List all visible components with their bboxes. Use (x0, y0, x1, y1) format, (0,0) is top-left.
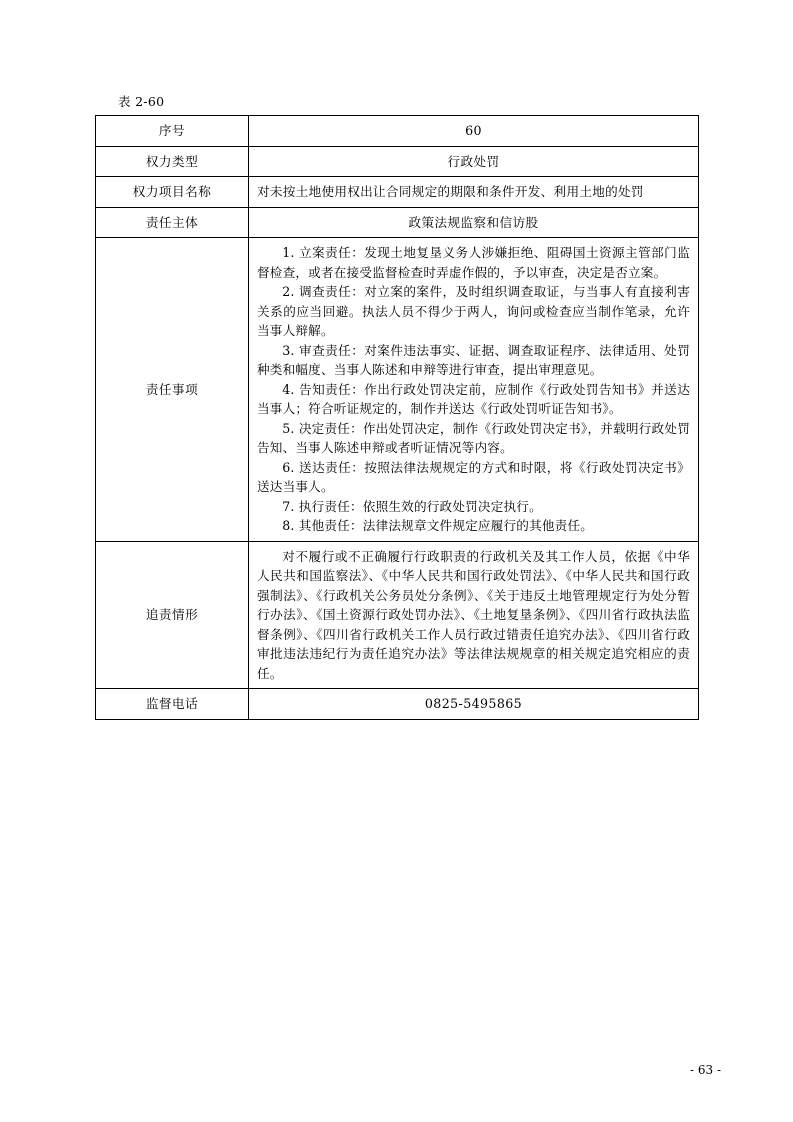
page-number: - 63 - (689, 1063, 721, 1077)
row-value-accountability (249, 541, 699, 689)
responsibility-item: 5. 决定责任：作出处罚决定，制作《行政处罚决定书》，并载明行政处罚告知、当事人陈述申辩或者听证情况等内容。 (257, 420, 690, 456)
table-row (96, 116, 699, 147)
responsibility-item: 4. 告知责任：作出行政处罚决定前，应制作《行政处罚告知书》并送达当事人；符合听证规定的，制作并送达《行政处罚听证告知书》。 (257, 381, 690, 417)
table-row (96, 238, 699, 542)
responsibility-item: 2. 调查责任：对立案的案件，及时组织调查取证，与当事人有直接利害关系的应当回避。执法人员不得少于两人，询问或检查应当制作笔录，允许当事人辩解。 (257, 284, 690, 339)
table-row (96, 541, 699, 689)
row-label-serial: 序号 (96, 116, 249, 147)
table-caption: 表 2-60 (118, 94, 165, 109)
responsibility-item: 6. 送达责任：按照法律法规规定的方式和时限，将《行政处罚决定书》送达当事人。 (257, 459, 690, 495)
row-label-power-type: 权力类型 (96, 146, 249, 177)
row-value-serial: 60 (249, 116, 699, 147)
responsibility-item: 8. 其他责任：法律法规章文件规定应履行的其他责任。 (282, 518, 594, 534)
row-label-accountability: 追责情形 (96, 541, 249, 689)
row-value-power-name: 对未按土地使用权出让合同规定的期限和条件开发、利用土地的处罚 (249, 177, 699, 208)
power-item-table (95, 115, 699, 720)
responsibility-item: 1. 立案责任：发现土地复垦义务人涉嫌拒绝、阻碍国土资源主管部门监督检查，或者在接受监督检查时弄虚作假的，予以审查，决定是否立案。 (257, 245, 690, 280)
row-label-responsibilities: 责任事项 (96, 238, 249, 542)
responsibility-item: 7. 执行责任：依照生效的行政处罚决定执行。 (282, 498, 542, 514)
table-row (96, 207, 699, 238)
table-row (96, 177, 699, 208)
table-row (96, 689, 699, 720)
row-label-supervision-phone: 监督电话 (96, 689, 249, 720)
responsibility-item: 3. 审查责任：对案件违法事实、证据、调查取证程序、法律适用、处罚种类和幅度、当事人陈述和申辩等进行审查，提出审理意见。 (257, 342, 690, 378)
accountability-text: 对不履行或不正确履行行政职责的行政机关及其工作人员，依据《中华人民共和国监察法》、《中华人民共和国行政处罚法》、《中华人民共和国行政强制法》、《行政机关公务员处分条例》、《关于违反土地管理规定行为处分暂行办法》、《国土资源行政处罚办法》、《土地复垦条例》、《四川省行政执法监督条例》、《四川省行政机关工作人员行政过错责任追究办法》、《四川省行政审批违法违纪行为责任追究办法》等法律法规规章的相关规定追究相应的责任。 (257, 548, 690, 681)
row-label-responsible-body: 责任主体 (96, 207, 249, 238)
table-row (96, 146, 699, 177)
row-value-power-type: 行政处罚 (249, 146, 699, 177)
row-value-supervision-phone: 0825-5495865 (249, 689, 699, 720)
row-value-responsibilities (249, 238, 699, 542)
row-value-responsible-body: 政策法规监察和信访股 (249, 207, 699, 238)
row-label-power-name: 权力项目名称 (96, 177, 249, 208)
